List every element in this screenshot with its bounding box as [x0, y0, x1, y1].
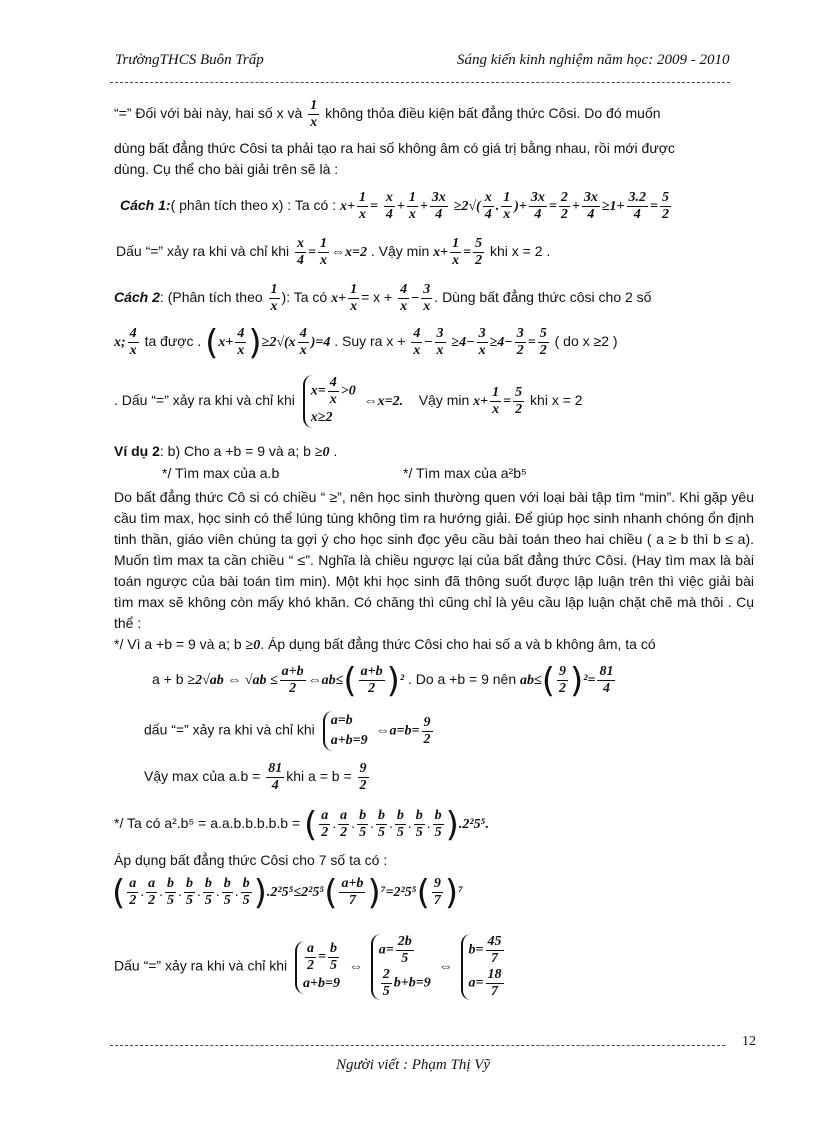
task-max-ab: */ Tìm max của a.b	[162, 465, 280, 481]
header-divider	[110, 82, 730, 83]
footer-divider	[110, 1045, 725, 1046]
vay-max-line: Vậy max của a.b = $\frac{81}{4}$ khi a = b = $\frac{9}{2}$	[144, 761, 367, 793]
dau3-line: dấu “=” xảy ra khi và chỉ khi a=b a+b=9 ⇔a=b= $\frac{9}{2}$	[144, 711, 435, 751]
product-line: */ Ta có a².b⁵ = a.a.b.b.b.b.b = ( $\frac{a}{2}$ . $\frac{a}{2}$ . $\frac{b}{5}$ . $\frac{b}{5}$ . $\frac{b}{5}$ . $\frac{b}{5}$ . $\frac{b}{5}$ ).2²5⁵.	[114, 805, 489, 845]
intro-line-2: dùng bất đẳng thức Côsi ta phải tạo ra hai số không âm có giá trị bằng nhau, rồi mới được	[114, 140, 675, 156]
system-brace: x= $\frac{4}{x}$ >0 x≥2	[303, 375, 356, 428]
dau1-line: Dấu “=” xảy ra khi và chỉ khi $\frac{x}{4}$ = $\frac{1}{x}$ ⇔x=2 . Vậy min x+ $\frac{1}{x}$ = $\frac{5}{2}$ khi x = 2 .	[116, 236, 551, 268]
header-school: TrườngTHCS Buôn Trấp	[115, 52, 264, 68]
task-max-a2b5: */ Tìm max của a²b⁵	[403, 465, 527, 481]
intro-line-3: dùng. Cụ thể cho bài giải trên sẽ là :	[114, 161, 339, 177]
fraction: $\frac{1}{x}$	[310, 98, 318, 130]
apply7-line: Áp dụng bất đẳng thức Côsi cho 7 số ta có :	[114, 852, 388, 868]
am-gm-7-line: ( $\frac{a}{2}$ . $\frac{a}{2}$ . $\frac{b}{5}$ . $\frac{b}{5}$ . $\frac{b}{5}$ . $\frac{b}{5}$ . $\frac{b}{5}$ ).2²5⁵≤2²5⁵( $\frac{a+b}{7}$ )⁷=2²5⁵( $\frac{9}{7}$ )⁷	[112, 873, 464, 913]
footer-author: Người viết : Phạm Thị Vỹ	[336, 1057, 491, 1073]
cach2-line: Cách 2: (Phân tích theo $\frac{1}{x}$ ): Ta có x+ $\frac{1}{x}$ = x + $\frac{4}{x}$ − $\frac{3}{x}$ . Dùng bất đẳng thức côsi cho 2 số	[114, 282, 652, 314]
explanation-paragraph: Do bất đẳng thức Cô si có chiều “ ≥”, nên học sinh thường quen với loại bài tập tìm “min”. Khi gặp yêu cầu tìm max, học sinh có thể lúng túng không tìm ra hướng giải. Để giúp học sinh nhanh chóng ổn định tinh thần, giáo viên chúng ta gợi ý cho học sinh đọc yêu cầu bài toán theo hai chiều ( a ≥ b thì b ≤ a). Muốn tìm max ta cần chiều “ ≤”. Nghĩa là chiều ngược lại của bất đẳng thức Côsi. (Hay tìm max là bài toán ngược của bài toán tìm min). Một khi học sinh đã thông suốt được lập luận trên thì việc giải bài tìm max sẽ không còn mấy khó khăn. Có chăng thì cũng chỉ là yêu cầu lập luận chặt chẽ mà thôi . Cụ thể :	[114, 489, 754, 631]
dau4-line: Dấu “=” xảy ra khi và chỉ khi $\frac{a}{2}$ = $\frac{b}{5}$ a+b=9 ⇔ a= $\frac{2b}{5}$ $\frac{2}{5}$ b+b=9 ⇔ b= $\frac{45}{7}$ a= $\frac{18}{7}$	[114, 934, 510, 1000]
page-number: 12	[742, 1034, 756, 1049]
intro-line-1: “=” Đối với bài này, hai số x và $\frac{1}{x}$ không thỏa điều kiện bất đẳng thức Côsi. Do đó muốn	[114, 98, 661, 130]
cach2b-line: x; $\frac{4}{x}$ ta được . (x+ $\frac{4}{x}$ )≥2√(x $\frac{4}{x}$ )=4 . Suy ra x + $\frac{4}{x}$ − $\frac{3}{x}$ ≥4− $\frac{3}{x}$ ≥4− $\frac{3}{2}$ = $\frac{5}{2}$ ( do x ≥2 )	[114, 323, 618, 363]
inequality-line: a + b ≥2√ab ⇔ √ab ≤ $\frac{a+b}{2}$ ⇔ab≤( $\frac{a+b}{2}$ )² . Do a +b = 9 nên ab≤( $\frac{9}{2}$ )²= $\frac{81}{4}$	[152, 661, 614, 701]
example2-line: Ví dụ 2: b) Cho a +b = 9 và a; b ≥0 .	[114, 443, 338, 460]
apply-line: */ Vì a +b = 9 và a; b ≥0. Áp dụng bất đẳng thức Côsi cho hai số a và b không âm, ta có	[114, 636, 656, 653]
cach1-line: Cách 1:( phân tích theo x) : Ta có : x+ $\frac{1}{x}$ = $\frac{x}{4}$ + $\frac{1}{x}$ + $\frac{3x}{4}$ ≥2√( $\frac{x}{4}$ . $\frac{1}{x}$ )+ $\frac{3x}{4}$ = $\frac{2}{2}$ + $\frac{3x}{4}$ ≥1+ $\frac{3.2}{4}$ = $\frac{5}{2}$	[120, 190, 669, 222]
dau2-line: . Dấu “=” xảy ra khi và chỉ khi x= $\frac{4}{x}$ >0 x≥2 ⇔x=2. Vậy min x+ $\frac{1}{x}$ = $\frac{5}{2}$ khi x = 2	[114, 375, 583, 428]
header-title: Sáng kiến kinh nghiệm năm học: 2009 - 2010	[457, 52, 730, 68]
